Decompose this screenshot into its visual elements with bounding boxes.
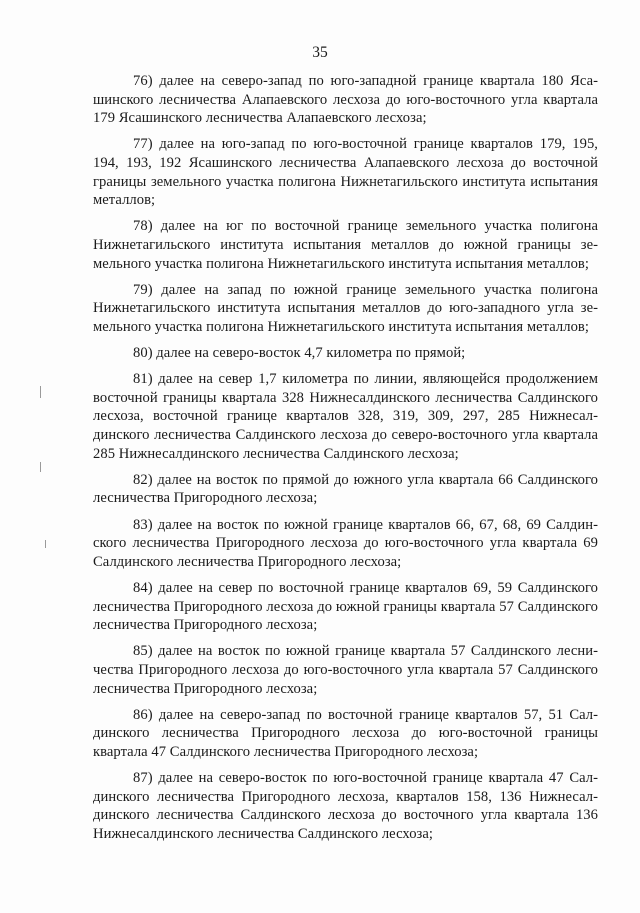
- paragraph-item-78: 78) далее на юг по восточной границе земельного участка полигона Нижнетагильского института испытания металлов до южной границы земельного участка полигона Нижнетагильского института испытания металлов;: [93, 218, 598, 272]
- paragraph-item-82: 82) далее на восток по прямой до южного угла квартала 66 Салдинского лесничества Пригородного лесхоза;: [93, 471, 598, 507]
- scan-artifact-mark: [45, 540, 46, 548]
- paragraph-item-81: 81) далее на север 1,7 километра по линии, являющейся продолжением восточной границы квартала 328 Нижнесалдинского лесничества Салдинского лесхоза, восточной границе кварталов 328, 319, 309, 297, 285 Нижнесалдинского лесничества Салдинского лесхоза до северо-восточного угла квартала 285 Нижнесалдинского лесничества Салдинского лесхоза;: [93, 371, 598, 462]
- paragraph-item-80: 80) далее на северо-восток 4,7 километра по прямой;: [133, 345, 466, 362]
- paragraph-item-84: 84) далее на север по восточной границе кварталов 69, 59 Салдинского лесничества Пригородного лесхоза до южной границы квартала 57 Салдинского лесничества Пригородного лесхоза;: [93, 580, 598, 634]
- paragraph-item-76: 76) далее на северо-запад по юго-западной границе квартала 180 Ясашинского лесничества Алапаевского лесхоза до юго-восточного угла квартала 179 Ясашинского лесничества Алапаевского лесхоза;: [93, 73, 598, 127]
- scan-artifact-mark: [40, 462, 41, 472]
- paragraph-item-86: 86) далее на северо-запад по восточной границе кварталов 57, 51 Салдинского лесничества Пригородного лесхоза до юго-восточной границы квартала 47 Салдинского лесничества Пригородного лесхоза;: [93, 706, 598, 760]
- paragraph-item-83: 83) далее на восток по южной границе кварталов 66, 67, 68, 69 Салдинского лесничества Пригородного лесхоза до юго-восточного угла квартала 69 Салдинского лесничества Пригородного лесхоза;: [93, 516, 598, 570]
- document-body: [93, 72, 598, 851]
- paragraph-item-87: 87) далее на северо-восток по юго-восточной границе квартала 47 Салдинского лесничества Пригородного лесхоза, кварталов 158, 136 Нижнесалдинского лесничества Салдинского лесхоза до восточного угла квартала 136 Нижнесалдинского лесничества Салдинского лесхоза;: [93, 770, 598, 842]
- paragraph-item-77: 77) далее на юго-запад по юго-восточной границе кварталов 179, 195, 194, 193, 192 Ясашинского лесничества Алапаевского лесхоза до восточной границы земельного участка полигона Нижнетагильского института испытания металлов;: [93, 136, 598, 209]
- paragraph-item-85: 85) далее на восток по южной границе квартала 57 Салдинского лесничества Пригородного лесхоза до юго-восточного угла квартала 57 Салдинского лесничества Пригородного лесхоза;: [93, 643, 598, 697]
- page-number: 35: [312, 44, 328, 61]
- scan-artifact-mark: [40, 386, 41, 398]
- paragraph-item-79: 79) далее на запад по южной границе земельного участка полигона Нижнетагильского института испытания металлов до юго-западного угла земельного участка полигона Нижнетагильского института испытания металлов;: [93, 281, 598, 335]
